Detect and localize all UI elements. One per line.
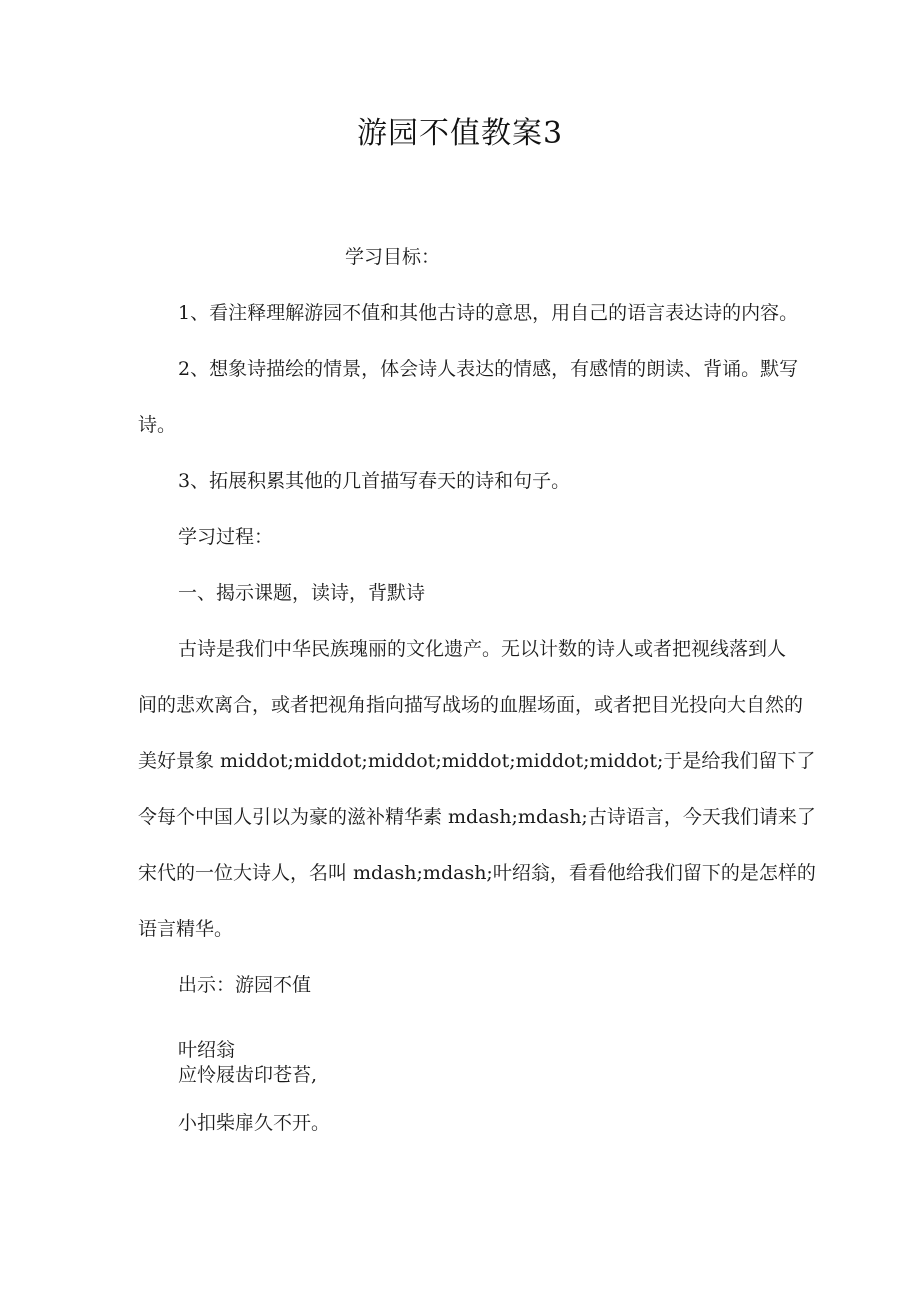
poem-line-2: 小扣柴扉久不开。 [178,1112,331,1134]
process-heading: 学习过程： [178,526,274,548]
intro-paragraph-line-2: 间的悲欢离合，或者把视角指向描写战场的血腥场面，或者把目光投向大自然的 [138,694,804,716]
poem-author: 叶绍翁 [178,1039,236,1061]
poem-line-1: 应怜屐齿印苍苔, [178,1064,318,1086]
intro-paragraph-line-3: 美好景象 middot;middot;middot;middot;middot;middot;于是给我们留下了 [138,750,816,772]
intro-paragraph-line-6: 语言精华。 [138,918,234,940]
objective-3: 3、拓展积累其他的几首描写春天的诗和句子。 [178,470,571,492]
show-label: 出示：游园不值 [178,974,312,996]
objective-2: 2、想象诗描绘的情景，体会诗人表达的情感，有感情的朗读、背诵。默写 [178,358,799,380]
intro-paragraph-line-1: 古诗是我们中华民族瑰丽的文化遗产。无以计数的诗人或者把视线落到人 [178,638,787,660]
objectives-heading: 学习目标： [345,246,441,268]
objective-1: 1、看注释理解游园不值和其他古诗的意思，用自己的语言表达诗的内容。 [178,302,799,324]
document-title: 游园不值教案3 [356,116,564,151]
section-one-heading: 一、揭示课题，读诗，背默诗 [178,582,426,604]
intro-paragraph-line-5: 宋代的一位大诗人，名叫 mdash;mdash;叶绍翁，看看他给我们留下的是怎样的 [138,862,816,884]
objective-2-continued: 诗。 [138,414,177,436]
intro-paragraph-line-4: 令每个中国人引以为豪的滋补精华素 mdash;mdash;古诗语言，今天我们请来了 [138,806,816,828]
